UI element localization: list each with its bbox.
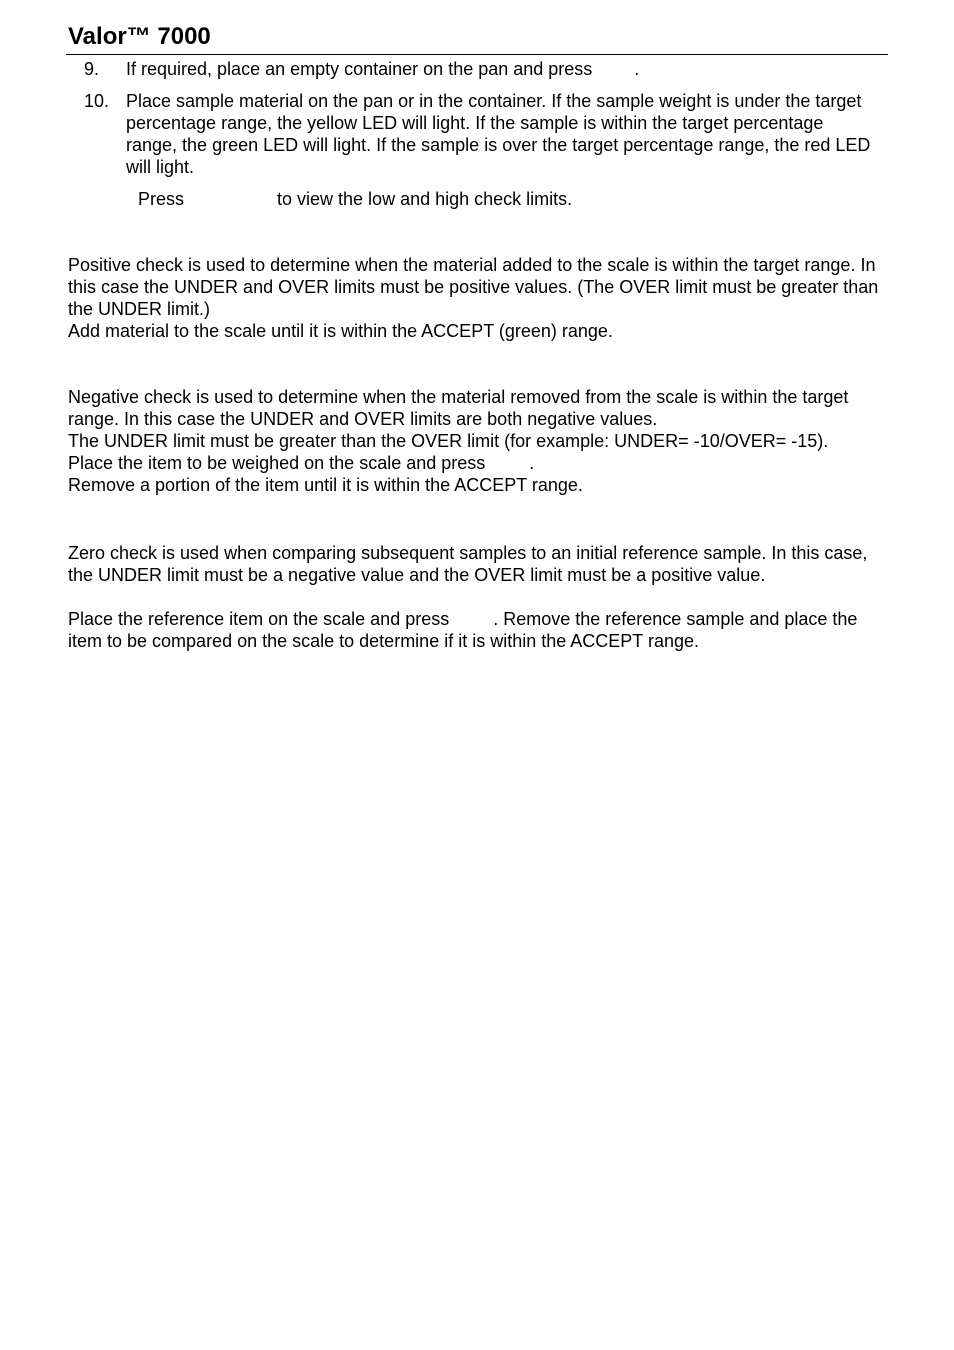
zero-check-section	[68, 542, 884, 652]
positive-check-section	[68, 254, 884, 342]
step-text	[126, 58, 876, 80]
negative-check-instruction: Remove a portion of the item until it is within the ACCEPT range.	[68, 475, 583, 495]
zero-check-step-text: Place the reference item on the scale and press	[68, 609, 450, 629]
press-word: Press	[138, 189, 185, 209]
positive-check-instruction: Add material to the scale until it is within the ACCEPT (green) range.	[68, 321, 613, 341]
positive-check-description: Positive check is used to determine when the material added to the scale is within the target range. In this case the UNDER and OVER limits must be positive values. (The OVER limit must be greater than the UNDER limit.)	[68, 255, 879, 319]
negative-check-limit-rule: The UNDER limit must be greater than the OVER limit (for example: UNDER= -10/OVER= -15).	[68, 431, 829, 451]
zero-check-instruction	[68, 608, 884, 652]
step-number: 9.	[84, 59, 100, 79]
step-9-text: If required, place an empty container on the pan and press	[126, 59, 593, 79]
negative-check-description: Negative check is used to determine when the material removed from the scale is within the target range. In this case the UNDER and OVER limits are both negative values.	[68, 387, 849, 429]
negative-check-step-text: Place the item to be weighed on the scale and press	[68, 453, 486, 473]
zero-check-step-rest: . Remove the reference sample and place the item to be compared on the scale to determine if it is within the ACCEPT range.	[68, 609, 858, 651]
step-10-text: Place sample material on the pan or in the container. If the sample weight is under the target percentage range, the yellow LED will light. If the sample is within the target percentage range, the green LED will light. If the sample is over the target percentage range, the red LED will light.	[126, 91, 871, 177]
step-number: 10.	[84, 91, 110, 111]
header-divider	[66, 54, 888, 55]
zero-check-description: Zero check is used when comparing subsequent samples to an initial reference sample. In this case, the UNDER limit must be a negative value and the OVER limit must be a positive value.	[68, 543, 868, 585]
negative-check-step	[68, 452, 884, 474]
negative-check-step-period: .	[529, 453, 535, 473]
page-header-title: Valor™ 7000	[68, 23, 211, 50]
press-note	[138, 188, 572, 210]
step-9-period: .	[634, 59, 640, 79]
negative-check-section	[68, 386, 884, 496]
press-note-text: to view the low and high check limits.	[277, 189, 573, 209]
